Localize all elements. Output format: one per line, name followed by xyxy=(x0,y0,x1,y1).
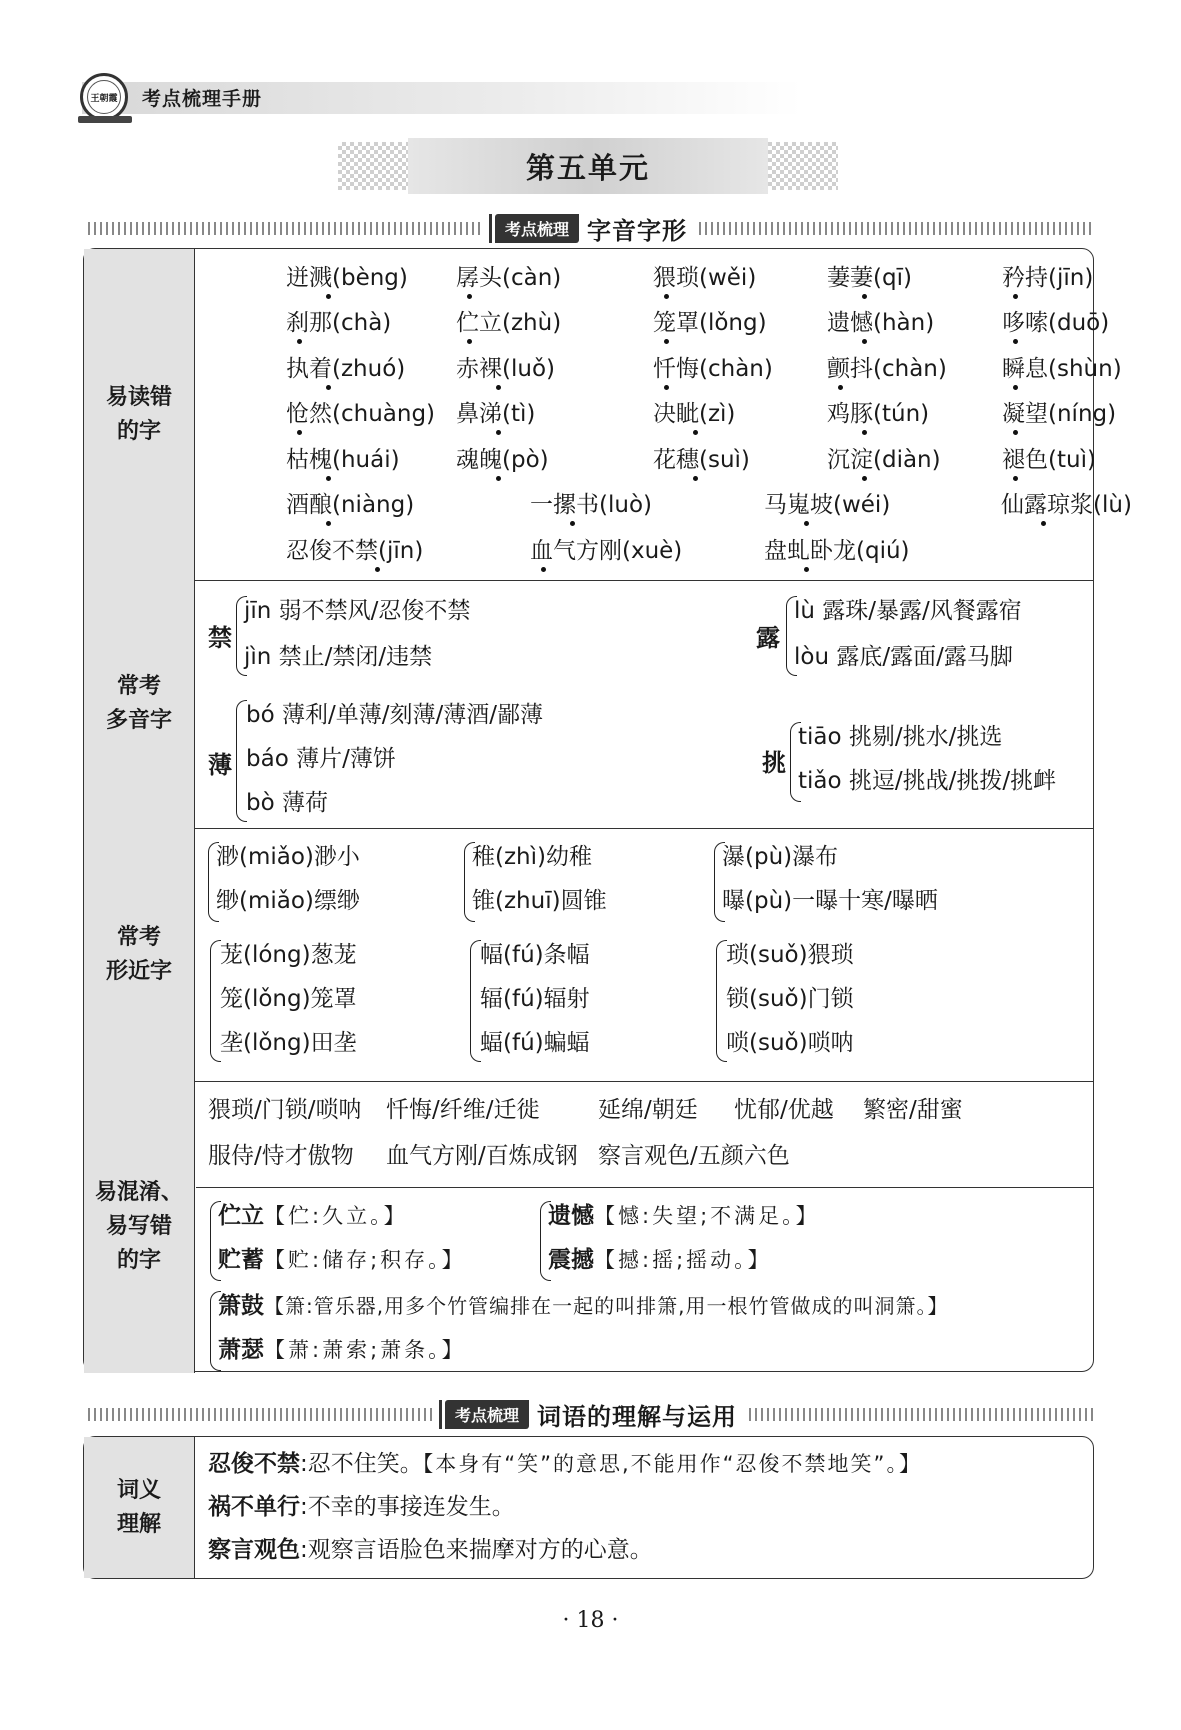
similar-char-line: 蝠(fú)蝙蝠 xyxy=(480,1030,590,1056)
word-item: 枯槐(huái) xyxy=(286,447,400,473)
emphasis-dot xyxy=(693,476,698,481)
word-item: 赤裸(luǒ) xyxy=(456,356,555,382)
section-title: 词语的理解与运用 xyxy=(537,1402,738,1431)
section-title: 字音字形 xyxy=(587,216,688,245)
emphasis-dot xyxy=(862,294,867,299)
vocabulary-table xyxy=(83,1436,1094,1579)
def-text: 【撼:摇;摇动。】 xyxy=(594,1248,772,1272)
tick-rule-right xyxy=(749,1408,1094,1421)
polyphonic-line: bò 薄荷 xyxy=(246,790,328,816)
vocab-def: :观察言语脸色来揣摩对方的心意。 xyxy=(300,1537,653,1563)
row-easy-misread xyxy=(84,249,1132,581)
emphasis-dot xyxy=(1013,294,1018,299)
similar-char-line: 唢(suǒ)唢呐 xyxy=(726,1030,854,1056)
emphasis-dot xyxy=(1013,430,1018,435)
word-item: 瞬息(shùn) xyxy=(1002,356,1122,382)
word-item: 颤抖(chàn) xyxy=(827,356,947,382)
emphasis-dot xyxy=(1041,521,1046,526)
polyphonic-line: jìn 禁止/禁闭/违禁 xyxy=(244,644,433,670)
word-item: 沉淀(diàn) xyxy=(827,447,941,473)
word-item: 孱头(càn) xyxy=(456,265,562,291)
publisher-logo xyxy=(80,73,128,121)
word-item: 凝望(níng) xyxy=(1002,401,1117,427)
similar-char-line: 曝(pù)一曝十寒/曝晒 xyxy=(722,888,938,914)
similar-char-line: 稚(zhì)幼稚 xyxy=(472,844,592,870)
word-item: 马嵬坡(wéi) xyxy=(764,492,891,518)
emphasis-dot xyxy=(804,521,809,526)
similar-char-line: 幅(fú)条幅 xyxy=(480,942,590,968)
confusable-item: 服侍/恃才傲物 xyxy=(208,1143,354,1169)
vocab-word: 察言观色 xyxy=(208,1537,300,1563)
def-text: 【伫:久立。】 xyxy=(264,1204,408,1228)
similar-char-line: 辐(fú)辐射 xyxy=(480,986,590,1012)
row-word-meaning xyxy=(84,1437,1093,1578)
row-label: 常考 多音字 xyxy=(84,580,195,828)
tick-rule-left xyxy=(88,1408,433,1421)
confusable-item: 血气方刚/百炼成钢 xyxy=(386,1143,578,1169)
def-text: 【贮:储存;积存。】 xyxy=(264,1248,466,1272)
emphasis-dot xyxy=(1013,339,1018,344)
emphasis-dot xyxy=(297,339,302,344)
polyphonic-line: lòu 露底/露面/露马脚 xyxy=(794,644,1013,670)
confusable-item: 察言观色/五颜六色 xyxy=(598,1143,790,1169)
pronunciation-table xyxy=(83,248,1132,1372)
word-item: 遗憾(hàn) xyxy=(827,310,935,336)
emphasis-dot xyxy=(838,385,843,390)
emphasis-dot xyxy=(297,430,302,435)
similar-char-line: 琐(suǒ)猥琐 xyxy=(726,942,854,968)
word-item: 伫立(zhù) xyxy=(456,310,562,336)
emphasis-dot xyxy=(496,385,501,390)
word-item: 酒酿(niàng) xyxy=(286,492,415,518)
vocab-word: 忍俊不禁 xyxy=(208,1451,300,1477)
def-text: 【憾:失望;不满足。】 xyxy=(594,1204,820,1228)
def-word: 震撼 xyxy=(548,1247,594,1273)
emphasis-dot xyxy=(664,385,669,390)
word-meaning-content xyxy=(196,1437,1093,1578)
emphasis-dot xyxy=(496,476,501,481)
word-item: 盘虬卧龙(qiú) xyxy=(764,538,910,564)
vocab-def: :不幸的事接连发生。 xyxy=(300,1494,515,1520)
vocab-def: :忍不住笑。 xyxy=(300,1451,423,1477)
word-item: 血气方刚(xuè) xyxy=(530,538,683,564)
polyphonic-line: lù 露珠/暴露/风餐露宿 xyxy=(794,598,1022,624)
word-item: 鸡豚(tún) xyxy=(827,401,930,427)
book-title: 考点梳理手册 xyxy=(142,88,263,110)
section-tag: 考点梳理 xyxy=(445,1400,529,1429)
similar-char-line: 茏(lóng)葱茏 xyxy=(220,942,357,968)
word-item: 鼻涕(tì) xyxy=(456,401,536,427)
row-polyphonic xyxy=(84,580,1093,829)
word-item: 哆嗦(duō) xyxy=(1002,310,1110,336)
word-item: 笼罩(lǒng) xyxy=(653,310,767,336)
similar-char-line: 笼(lǒng)笼罩 xyxy=(220,986,357,1012)
word-item: 忍俊不禁(jīn) xyxy=(286,538,424,564)
polyphonic-char: 露 xyxy=(756,624,780,652)
word-item: 忏悔(chàn) xyxy=(653,356,773,382)
similar-char-line: 渺(miǎo)渺小 xyxy=(216,844,360,870)
row-confusable xyxy=(84,1081,1093,1373)
similar-char-line: 缈(miǎo)缥缈 xyxy=(216,888,360,914)
tick-rule-left xyxy=(88,222,483,235)
emphasis-dot xyxy=(664,294,669,299)
word-item: 仙露琼浆(lù) xyxy=(1001,492,1132,518)
unit-title: 第五单元 xyxy=(525,150,650,185)
similar-char-line: 垄(lǒng)田垄 xyxy=(220,1030,357,1056)
word-item: 执着(zhuó) xyxy=(286,356,406,382)
polyphonic-char: 挑 xyxy=(762,749,786,777)
misread-words xyxy=(196,249,1132,580)
polyphonic-line: jīn 弱不禁风/忍俊不禁 xyxy=(244,598,471,624)
def-word: 箫鼓 xyxy=(218,1293,264,1319)
logo-text: 王朝霞 xyxy=(90,93,118,104)
polyphonic-line: báo 薄片/薄饼 xyxy=(246,746,396,772)
emphasis-dot xyxy=(467,294,472,299)
tick-rule-right xyxy=(699,222,1094,235)
page-number: · 18 · xyxy=(562,1608,619,1633)
word-item: 魂魄(pò) xyxy=(456,447,549,473)
vocab-word: 祸不单行 xyxy=(208,1494,300,1520)
def-text: 【箫:管乐器,用多个竹管编排在一起的叫排箫,用一根竹管做成的叫洞箫。】 xyxy=(264,1294,949,1318)
polyphonic-line: tiǎo 挑逗/挑战/挑拨/挑衅 xyxy=(798,768,1057,794)
confusable-words xyxy=(196,1081,1093,1188)
emphasis-dot xyxy=(804,567,809,572)
vocab-note: 【本身有“笑”的意思,不能用作“忍俊不禁地笑”。】 xyxy=(422,1452,922,1476)
logo-ribbon xyxy=(78,116,132,123)
def-text: 【萧:萧索;萧条。】 xyxy=(264,1338,466,1362)
word-item: 怆然(chuàng) xyxy=(286,401,436,427)
emphasis-dot xyxy=(326,476,331,481)
word-item: 刹那(chà) xyxy=(286,310,392,336)
polyphonic-line: tiāo 挑剔/挑水/挑选 xyxy=(798,724,1003,750)
unit-title-banner xyxy=(338,138,838,194)
def-word: 贮蓄 xyxy=(218,1247,264,1273)
polyphonic-line: bó 薄利/单薄/刻薄/薄酒/鄙薄 xyxy=(246,702,543,728)
emphasis-dot xyxy=(570,521,575,526)
confusable-item: 忧郁/优越 xyxy=(734,1097,834,1123)
confusable-content xyxy=(196,1081,1093,1373)
row-similar-shape xyxy=(84,828,1093,1082)
def-word: 遗憾 xyxy=(548,1203,594,1229)
polyphonic-content xyxy=(196,580,1093,828)
word-item: 猥琐(wěi) xyxy=(653,265,757,291)
word-item: 褪色(tuì) xyxy=(1002,447,1096,473)
confusable-item: 延绵/朝廷 xyxy=(598,1097,698,1123)
section-tag: 考点梳理 xyxy=(495,214,579,243)
emphasis-dot xyxy=(862,430,867,435)
similar-shape-content xyxy=(196,828,1093,1081)
word-item: 萋萋(qī) xyxy=(827,265,912,291)
word-item: 花穗(suì) xyxy=(653,447,750,473)
polyphonic-char: 禁 xyxy=(208,624,232,652)
word-item: 迸溅(bèng) xyxy=(286,265,408,291)
word-item: 一摞书(luò) xyxy=(530,492,652,518)
emphasis-dot xyxy=(664,339,669,344)
emphasis-dot xyxy=(862,476,867,481)
def-word: 萧瑟 xyxy=(218,1337,264,1363)
section-header-pronunciation xyxy=(88,213,1094,243)
similar-char-line: 瀑(pù)瀑布 xyxy=(722,844,839,870)
emphasis-dot xyxy=(496,430,501,435)
similar-char-line: 锥(zhuī)圆锥 xyxy=(472,888,607,914)
row-label: 易读错 的字 xyxy=(84,249,195,580)
confusable-item: 繁密/甜蜜 xyxy=(863,1097,963,1123)
emphasis-dot xyxy=(693,430,698,435)
word-item: 决眦(zì) xyxy=(653,401,736,427)
similar-char-line: 锁(suǒ)门锁 xyxy=(726,986,854,1012)
row-label: 易混淆、 易写错 的字 xyxy=(84,1081,195,1373)
polyphonic-char: 薄 xyxy=(208,751,232,779)
emphasis-dot xyxy=(326,385,331,390)
emphasis-dot xyxy=(326,294,331,299)
def-word: 伫立 xyxy=(218,1203,264,1229)
emphasis-dot xyxy=(326,521,331,526)
confusable-item: 忏悔/纤维/迁徙 xyxy=(386,1097,540,1123)
emphasis-dot xyxy=(1013,476,1018,481)
row-label: 词义 理解 xyxy=(84,1437,195,1578)
word-item: 矜持(jīn) xyxy=(1002,265,1094,291)
emphasis-dot xyxy=(1013,385,1018,390)
confusable-item: 猥琐/门锁/唢呐 xyxy=(208,1097,362,1123)
emphasis-dot xyxy=(541,567,546,572)
section-header-vocabulary xyxy=(88,1399,1094,1429)
row-label: 常考 形近字 xyxy=(84,828,195,1081)
emphasis-dot xyxy=(467,339,472,344)
emphasis-dot xyxy=(375,567,380,572)
emphasis-dot xyxy=(862,339,867,344)
